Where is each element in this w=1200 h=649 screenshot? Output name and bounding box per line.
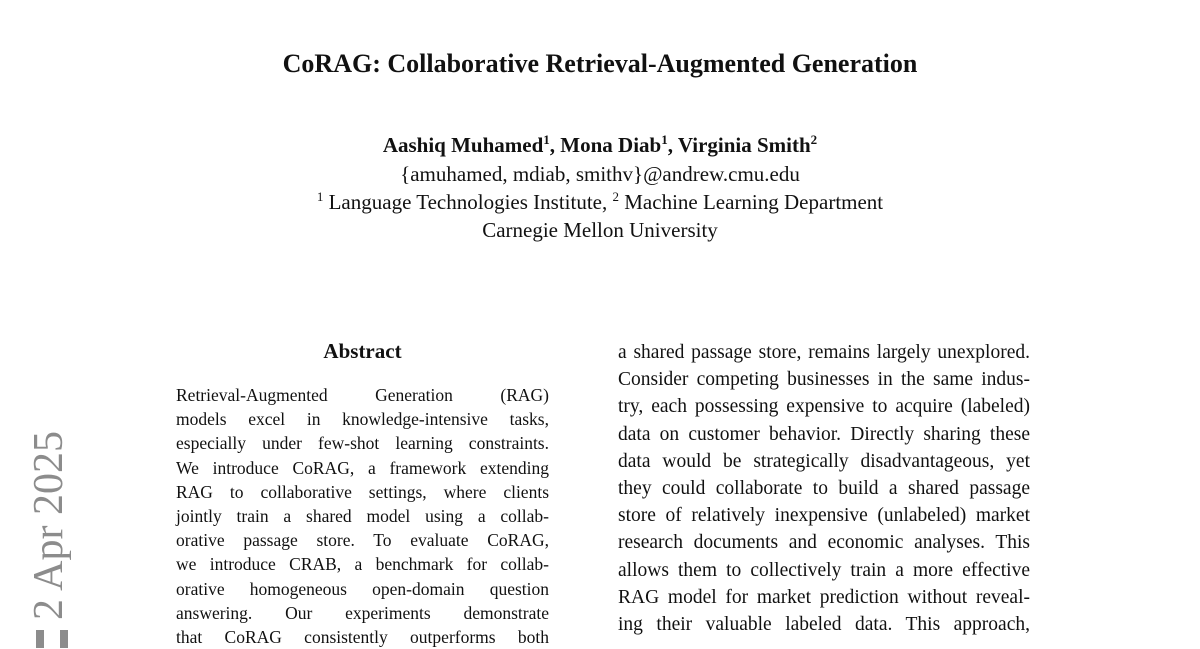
author-affiliation-mark: 2 — [810, 132, 818, 147]
paper-title: CoRAG: Collaborative Retrieval-Augmented Generation — [282, 49, 918, 78]
body-line: try, each possessing expensive to acquire (labeled) — [618, 396, 1030, 418]
abstract-line: Retrieval-Augmented Generation (RAG) — [176, 385, 549, 405]
abstract-line: we introduce CRAB, a benchmark for collab- — [176, 554, 549, 575]
abstract-heading: Abstract — [323, 339, 402, 363]
author-separator: , — [549, 133, 561, 157]
arxiv-date-stamp: 2 Apr 2025 — [26, 431, 72, 620]
abstract-line: orative homogeneous open-domain question — [176, 578, 549, 599]
affiliation-mark: 1 — [316, 189, 324, 204]
author-name: Aashiq Muhamed — [382, 133, 544, 157]
affiliation-dept-2: Machine Learning Department — [619, 190, 884, 214]
arxiv-mark — [36, 630, 44, 648]
author-affiliation-mark: 1 — [661, 132, 668, 147]
body-line: data would be strategically disadvantageous, yet — [618, 450, 1030, 472]
abstract-line: answering. Our experiments demonstrate — [176, 602, 549, 623]
body-line: a shared passage store, remains largely unexplored. — [618, 342, 1030, 363]
abstract-line: especially under few-shot learning constraints. — [176, 433, 549, 454]
author-list — [0, 130, 1200, 160]
body-line: Consider competing businesses in the same indus- — [618, 369, 1030, 391]
author-name: Virginia Smith — [677, 133, 811, 157]
abstract-line: jointly train a shared model using a collab- — [176, 505, 549, 526]
affiliation-dept-1: Language Technologies Institute, — [323, 190, 613, 214]
affiliation-university: Carnegie Mellon University — [482, 218, 718, 242]
abstract-line: We introduce CoRAG, a framework extending — [176, 457, 549, 478]
arxiv-identifier-marks — [36, 630, 68, 648]
affiliation-mark: 2 — [612, 189, 619, 204]
abstract-line: RAG to collaborative settings, where clients — [176, 481, 549, 502]
abstract-line: that CoRAG consistently outperforms both — [176, 626, 549, 647]
abstract-line: orative passage store. To evaluate CoRAG, — [176, 530, 549, 551]
body-line: RAG model for market prediction without reveal- — [618, 586, 1030, 608]
body-line: store of relatively inexpensive (unlabeled) market — [618, 505, 1030, 527]
author-emails: {amuhamed, mdiab, smithv}@andrew.cmu.edu — [400, 162, 800, 186]
author-affiliation-mark: 1 — [543, 132, 550, 147]
abstract-line: models excel in knowledge-intensive tasks, — [176, 409, 549, 430]
body-line: data on customer behavior. Directly sharing these — [618, 423, 1030, 445]
body-line: allows them to collectively train a more effective — [618, 559, 1030, 581]
affiliation-departments — [0, 188, 1200, 216]
arxiv-mark — [60, 630, 68, 648]
body-line: ing their valuable labeled data. This approach, — [618, 613, 1030, 635]
body-line: they could collaborate to build a shared passage — [618, 477, 1030, 499]
author-name: Mona Diab — [560, 133, 662, 157]
body-line: research documents and economic analyses. This — [618, 532, 1030, 554]
body-text-right-column — [618, 339, 1030, 638]
abstract-text — [176, 383, 549, 649]
author-separator: , — [667, 133, 678, 157]
